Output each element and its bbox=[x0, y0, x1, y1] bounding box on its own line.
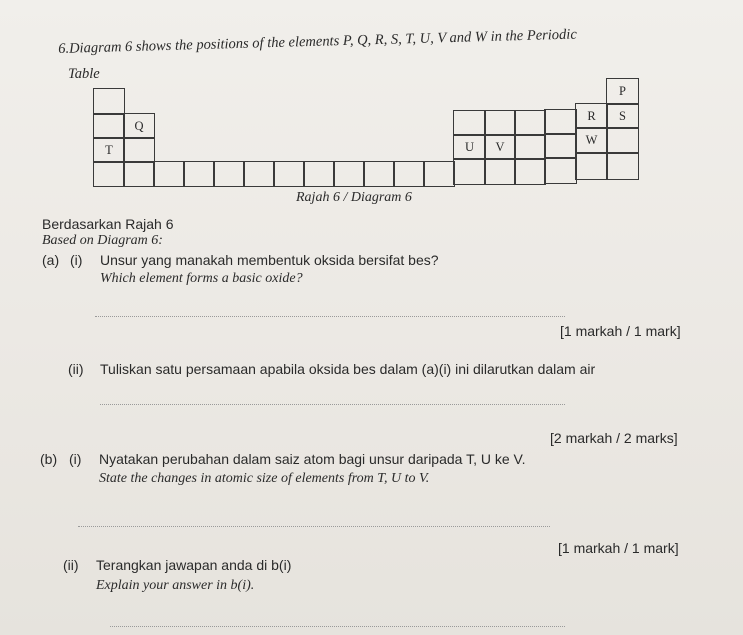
pt-cell bbox=[93, 161, 125, 187]
pt-cell bbox=[606, 152, 639, 180]
pt-cell bbox=[575, 103, 608, 129]
pt-cell bbox=[243, 161, 275, 187]
pt-cell bbox=[606, 103, 639, 129]
pt-cell bbox=[93, 137, 125, 163]
question-bii-ms: Terangkan jawapan anda di b(i) bbox=[96, 557, 292, 573]
pt-cell bbox=[484, 134, 516, 160]
pt-cell bbox=[544, 109, 577, 135]
element-W: W bbox=[585, 133, 598, 147]
answer-line bbox=[110, 626, 565, 627]
element-V: V bbox=[495, 139, 505, 154]
question-ai-ms: Unsur yang manakah membentuk oksida bersifat bes? bbox=[100, 252, 439, 268]
pt-cell bbox=[575, 127, 608, 154]
pt-cell bbox=[123, 113, 155, 139]
answer-line bbox=[95, 316, 565, 317]
diagram-caption: Rajah 6 / Diagram 6 bbox=[296, 190, 412, 205]
part-ai-label: (i) bbox=[70, 252, 83, 268]
part-bii-label: (ii) bbox=[63, 557, 79, 573]
pt-cell bbox=[514, 110, 546, 136]
pt-cell bbox=[514, 134, 546, 160]
element-P: P bbox=[619, 84, 626, 98]
pt-cell bbox=[575, 152, 608, 180]
pt-cell bbox=[514, 158, 546, 185]
question-intro-cont: Table bbox=[68, 66, 100, 82]
pt-cell bbox=[363, 161, 395, 187]
element-R: R bbox=[587, 108, 596, 123]
pt-cell bbox=[213, 161, 245, 187]
pt-cell bbox=[273, 161, 305, 187]
pt-cell bbox=[333, 161, 365, 187]
answer-line bbox=[78, 526, 550, 527]
pt-cell bbox=[453, 110, 486, 136]
pt-cell bbox=[544, 157, 577, 184]
question-bii-en: Explain your answer in b(i). bbox=[96, 578, 255, 593]
question-aii-ms: Tuliskan satu persamaan apabila oksida bes dalam (a)(i) ini dilarutkan dalam air bbox=[100, 361, 596, 377]
pt-cell bbox=[393, 161, 425, 187]
pt-cell bbox=[453, 134, 486, 160]
pt-cell bbox=[93, 88, 125, 115]
part-aii-label: (ii) bbox=[68, 361, 84, 377]
pt-cell bbox=[183, 161, 215, 187]
based-on-en: Based on Diagram 6: bbox=[42, 233, 163, 248]
part-b-label: (b) bbox=[40, 451, 58, 467]
pt-cell bbox=[544, 133, 577, 159]
question-bi-ms: Nyatakan perubahan dalam saiz atom bagi unsur daripada T, U ke V. bbox=[99, 451, 526, 467]
part-a-label: (a) bbox=[42, 252, 60, 268]
mark-allocation: [1 markah / 1 mark] bbox=[560, 323, 681, 339]
question-bi-en: State the changes in atomic size of elements from T, U to V. bbox=[99, 471, 430, 486]
answer-line bbox=[100, 404, 565, 405]
pt-cell bbox=[423, 161, 455, 187]
part-bi-label: (i) bbox=[69, 451, 82, 467]
based-on-ms: Berdasarkan Rajah 6 bbox=[42, 216, 174, 232]
element-Q: Q bbox=[134, 118, 144, 133]
pt-cell bbox=[123, 137, 155, 163]
element-T: T bbox=[105, 142, 113, 157]
pt-cell bbox=[606, 78, 639, 105]
pt-cell bbox=[606, 127, 639, 154]
mark-allocation: [2 markah / 2 marks] bbox=[550, 430, 678, 446]
pt-cell bbox=[123, 161, 155, 187]
pt-cell bbox=[484, 158, 516, 185]
question-intro: 6.Diagram 6 shows the positions of the elements P, Q, R, S, T, U, V and W in the Periodic bbox=[58, 26, 578, 57]
pt-cell bbox=[303, 161, 335, 187]
pt-cell bbox=[93, 113, 125, 139]
pt-cell bbox=[153, 161, 185, 187]
pt-cell bbox=[453, 158, 486, 185]
element-S: S bbox=[619, 108, 626, 123]
mark-allocation: [1 markah / 1 mark] bbox=[558, 540, 679, 556]
question-ai-en: Which element forms a basic oxide? bbox=[100, 271, 303, 286]
element-U: U bbox=[464, 139, 475, 154]
pt-cell bbox=[484, 110, 516, 136]
